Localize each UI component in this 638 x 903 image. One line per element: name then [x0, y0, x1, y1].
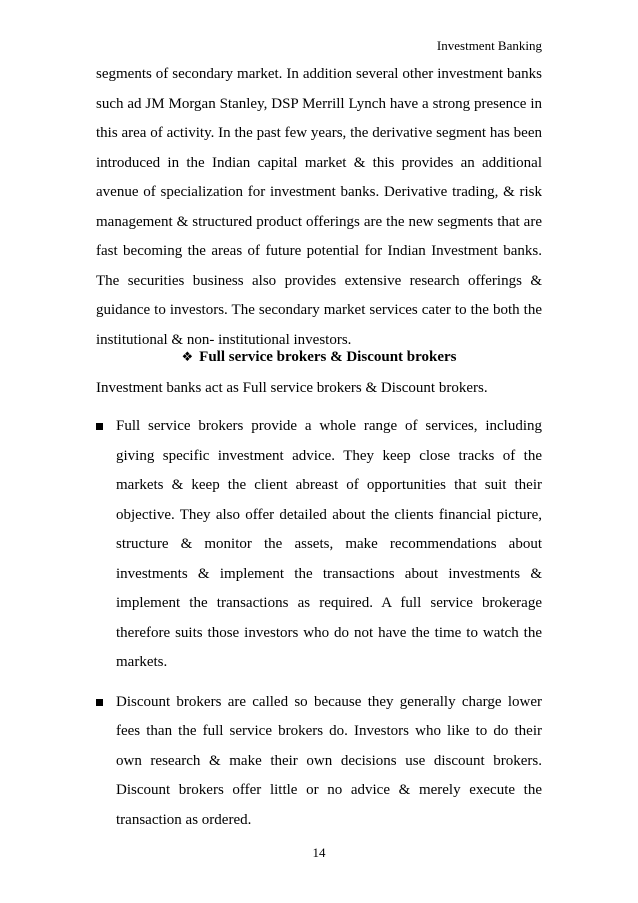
section-heading-text: Full service brokers & Discount brokers [199, 349, 457, 365]
bullet-item-full-service [96, 412, 542, 678]
running-header: Investment Banking [436, 38, 542, 53]
bullet-item-discount [96, 688, 542, 836]
section-intro: Investment banks act as Full service brokers & Discount brokers. [96, 380, 488, 396]
square-bullet-icon [96, 423, 103, 430]
body-paragraph: segments of secondary market. In addition several other investment banks such ad JM Morgan Stanley, DSP Merrill Lynch have a strong presence in this area of activity. In the past few years, the derivative segment has been introduced in the Indian capital market & this provides an additional avenue of specialization for investment banks. Derivative trading, & risk management & structured product offerings are the new segments that are fast becoming the areas of future potential for Indian Investment banks. The securities business also provides extensive research offerings & guidance to investors. The secondary market services cater to the both the institutional & non- institutional investors. [96, 66, 542, 348]
bullet-text: Discount brokers are called so because they generally charge lower fees than the full service brokers do. Investors who like to do their own research & make their own decisions use discount brokers. Discount brokers offer little or no advice & merely execute the transaction as ordered. [116, 693, 542, 828]
section-heading [0, 346, 638, 369]
bullet-text: Full service brokers provide a whole range of services, including giving specific investment advice. They keep close tracks of the markets & keep the client abreast of opportunities that suit their objective. They also offer detailed about the clients financial picture, structure & monitor the assets, make recommendations about investments & implement the transactions about investments & implement the transactions as required. A full service brokerage therefore suits those investors who do not have the time to watch the markets. [116, 418, 542, 670]
page-number: 14 [312, 845, 326, 860]
diamond-bullet-icon: ❖ [181, 350, 194, 365]
square-bullet-icon [96, 699, 103, 706]
bullet-list [96, 412, 542, 845]
